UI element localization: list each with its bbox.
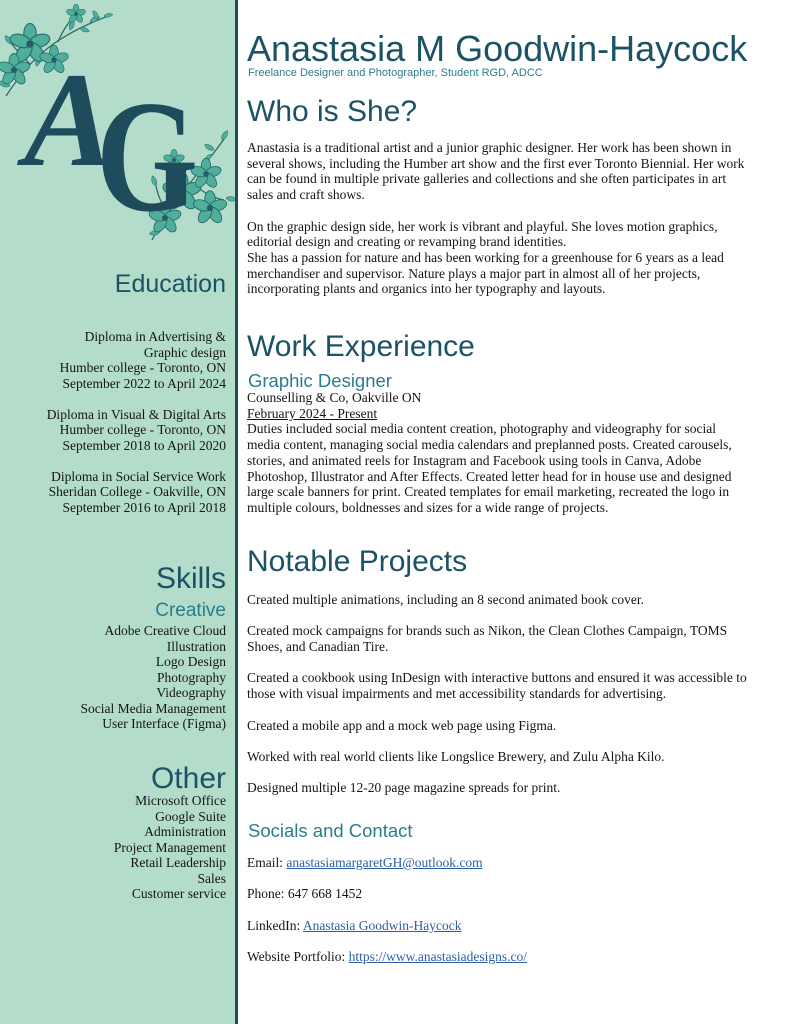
contact-website-link[interactable]: https://www.anastasiadesigns.co/ [348,949,528,965]
other-item: Google Suite [155,808,226,824]
section-heading-contact: Socials and Contact [248,820,413,841]
leaf-icon [226,196,235,202]
about-section [247,140,747,297]
education-program: Diploma in Advertising & Graphic design [84,329,226,360]
sidebar-divider [235,0,238,1024]
education-program: Diploma in Social Service Work [51,468,226,484]
education-school: Humber college - Toronto, ON [59,422,226,437]
contact-phone-label: Phone: [247,886,285,902]
section-heading-projects: Notable Projects [247,545,468,578]
skill-item: User Interface (Figma) [102,716,226,731]
section-heading-work: Work Experience [247,330,475,363]
skills-list [39,623,226,732]
contact-phone-row [247,886,747,902]
education-school: Sheridan College - Oakville, ON [48,484,226,499]
skill-item: Videography [156,685,226,700]
full-name: Anastasia M Goodwin-Haycock [247,28,748,69]
contact-linkedin-link[interactable]: Anastasia Goodwin-Haycock [302,917,462,933]
other-item: Sales [197,870,226,886]
education-dates: September 2018 to April 2020 [62,437,226,453]
monogram-letter-a: A [24,46,115,195]
contact-list [247,855,747,965]
project-item: Worked with real world clients like Longslice Brewery, and Zulu Alpha Kilo. [247,748,665,764]
other-item: Retail Leadership [130,855,226,870]
about-paragraph: On the graphic design side, her work is vibrant and playful. She loves motion graphics, editorial design and creating or revamping brand identities. [247,218,718,250]
contact-email-row [247,855,747,871]
contact-email-link[interactable]: anastasiamargaretGH@outlook.com [286,855,483,870]
other-item: Administration [144,824,226,839]
other-list [39,793,226,902]
other-item: Microsoft Office [135,793,226,808]
other-item: Project Management [113,839,226,855]
education-school: Humber college - Toronto, ON [59,360,226,375]
projects-list [247,592,747,796]
section-heading-skills: Skills [155,562,226,595]
contact-website-label: Website Portfolio: [247,949,346,965]
education-program: Diploma in Visual & Digital Arts [46,406,226,422]
job-details [247,390,747,516]
about-paragraph: She has a passion for nature and has been working for a greenhouse for 6 years as a lead merchandiser and supervisor. Nature plays a major part in almost all of her projects, incorporating plants and organics into her typography and layouts. [247,249,724,297]
leaf-icon [220,130,229,142]
project-item: Created multiple animations, including an 8 second animated book cover. [247,592,645,607]
about-paragraph: Anastasia is a traditional artist and a junior graphic designer. Her work has been shown in several shows, including the Humber art show and the first ever Toronto Biennial. Her work can be found in multiple private galleries and collections and she often participates in art sales and craft shows. [247,140,745,203]
section-heading-other: Other [150,762,226,795]
skill-item: Photography [157,669,226,685]
contact-linkedin-label: LinkedIn: [247,917,301,933]
skill-item: Illustration [166,638,226,654]
job-description: Duties included social media content creation, photography and videography for social media content, managing social media calendars and preplanned posts. Created carousels, stories, and animated reels for Instagram and Facebook using tools in Canva, Adobe Photoshop, Illustrator and After Effects. Created letter head for in house use and designed large scale banners for print. Created templates for email marketing, recreated the logo in multiple colours, boldnesses and sizes for a wide range of projects. [247,421,732,515]
flower-icon [66,4,87,24]
skill-item: Social Media Management [80,700,226,716]
contact-website-row [247,949,747,965]
other-item: Customer service [131,886,226,901]
contact-phone-value: 647 668 1452 [287,886,363,902]
project-item: Created mock campaigns for brands such as Nikon, the Clean Clothes Campaign, TOMS Shoes, and Canadian Tire. [247,623,728,655]
job-dates: February 2024 - Present [247,405,378,421]
monogram-logo [0,0,235,245]
skill-item: Logo Design [155,654,226,669]
project-item: Created a cookbook using InDesign with interactive buttons and ensured it was accessible to those with visual impairments and met accessibility standards for advertising. [247,670,747,702]
skills-subheading-creative: Creative [155,600,226,621]
project-item: Designed multiple 12-20 page magazine spreads for print. [247,780,561,796]
section-heading-education: Education [114,270,226,298]
education-entry [39,329,226,391]
section-heading-about: Who is She? [247,95,418,128]
contact-email-label: Email: [247,855,283,870]
skill-item: Adobe Creative Cloud [104,623,226,638]
project-item: Created a mobile app and a mock web page using Figma. [247,717,557,733]
education-list [39,329,226,515]
leaf-icon [204,143,216,152]
education-dates: September 2022 to April 2024 [62,375,226,391]
education-entry [39,407,226,454]
job-title: Graphic Designer [248,370,392,391]
tagline: Freelance Designer and Photographer, Student RGD, ADCC [248,67,543,79]
contact-linkedin-row [247,918,747,934]
job-company: Counselling & Co, Oakville ON [247,390,422,405]
education-dates: September 2016 to April 2018 [62,499,226,515]
monogram-letter-g: G [96,67,199,245]
education-entry [39,469,226,516]
